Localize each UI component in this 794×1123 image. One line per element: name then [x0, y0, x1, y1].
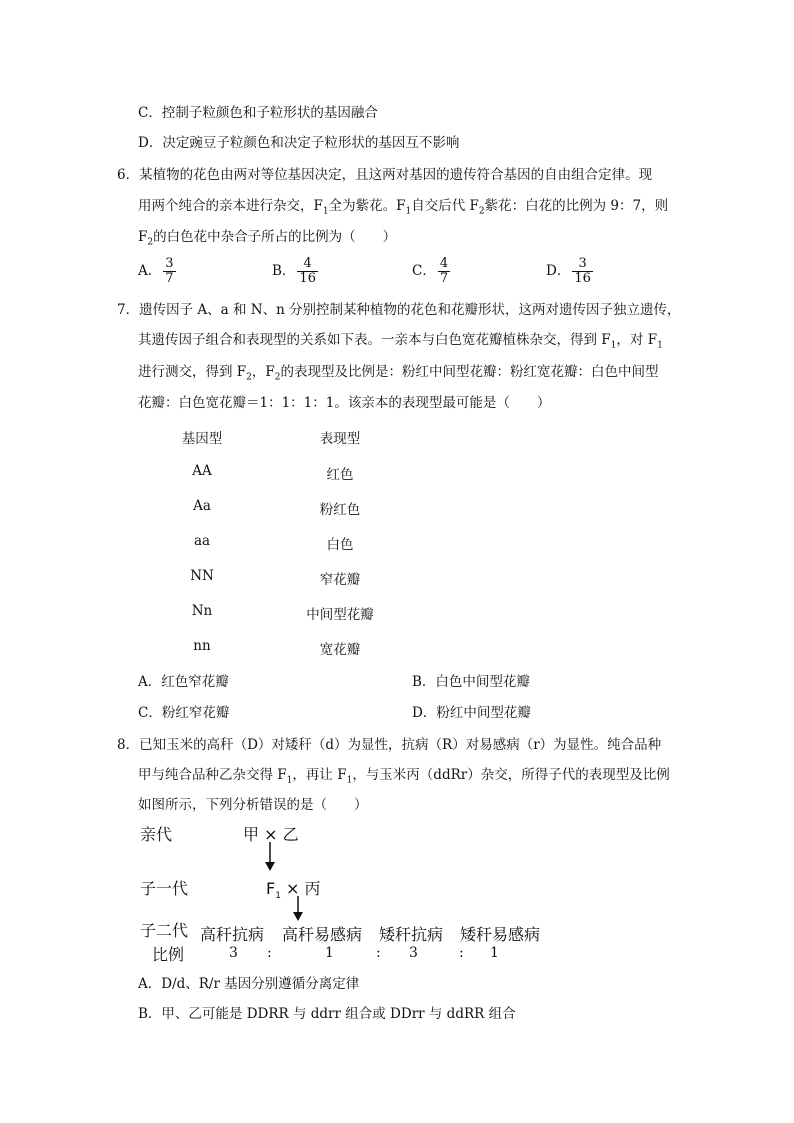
phenotype-short-susceptible: 矮秆易感病	[460, 925, 541, 944]
q6-line-1: 6．某植物的花色由两对等位基因决定，且这两对基因的遗传符合基因的自由组合定律。现	[117, 167, 653, 183]
q7-option-d: D．粉红中间型花瓣	[412, 705, 531, 721]
q8-line-1: 8．已知玉米的高秆（D）对矮秆（d）为显性，抗病（R）对易感病（r）为显性。纯合品种	[117, 737, 662, 753]
q8-line-2: 甲与纯合品种乙杂交得 $F_1$，再让 $F_1$，与玉米丙（ddRr）杂交，所得子代的表现型及比例	[138, 767, 670, 786]
diagram-f1-cross: $F_1$ × 丙	[266, 879, 321, 902]
q7-line-4: 花瓣：白色宽花瓣＝1：1：1：1。该亲本的表现型最可能是（ ）	[138, 395, 551, 411]
q8-line-3: 如图所示，下列分析错误的是（ ）	[138, 797, 368, 813]
q6-line-2: 用两个纯合的亲本进行杂交，$F_1$全为紫花。$F_1$自交后代 $F_2$紫花：白花的比例为 9：7，则	[138, 198, 669, 217]
q8-option-b: B．甲、乙可能是 DDRR 与 ddrr 组合或 DDrr 与 ddRR 组合	[138, 1006, 516, 1022]
q7-option-c: C．粉红窄花瓣	[138, 705, 230, 721]
ratio-value: 3	[409, 945, 418, 961]
phenotype-tall-susceptible: 高秆易感病	[282, 925, 363, 944]
table-cell: 白色	[326, 537, 354, 553]
ratio-value: 1	[325, 945, 334, 961]
ratio-separator: :	[267, 945, 272, 961]
diagram-f2-label: 子二代	[140, 921, 189, 940]
fraction: $\frac{4}{16}$	[299, 256, 316, 286]
table-cell: Aa	[193, 498, 211, 514]
q5-option-d: D．决定豌豆子粒颜色和决定子粒形状的基因互不影响	[138, 135, 460, 151]
table-cell: 宽花瓣	[319, 642, 361, 658]
q7-line-2: 其遗传因子组合和表现型的关系如下表。一亲本与白色宽花瓣植株杂交，得到 $F_1$，对 $F_1$	[138, 332, 663, 351]
diagram-f1-label: 子一代	[140, 879, 189, 898]
diagram-parent-label: 亲代	[140, 825, 173, 844]
ratio-value: 3	[229, 945, 238, 961]
table-cell: AA	[192, 463, 212, 479]
ratio-separator: :	[459, 945, 464, 961]
table-cell: 窄花瓣	[319, 572, 361, 588]
table-header-genotype: 基因型	[181, 431, 223, 447]
fraction: $\frac{3}{7}$	[165, 256, 174, 286]
q7-line-3: 进行测交，得到 $F_2$，$F_2$的表现型及比例是：粉红中间型花瓣：粉红宽花瓣：白色中间型	[138, 364, 659, 383]
arrow-down-icon	[262, 842, 278, 872]
phenotype-short-resistant: 矮秆抗病	[379, 925, 444, 944]
table-cell: 中间型花瓣	[306, 607, 374, 623]
table-cell: aa	[193, 533, 211, 549]
table-cell: Nn	[191, 603, 213, 619]
q7-line-1: 7．遗传因子 A、a 和 N、n 分别控制某种植物的花色和花瓣形状，这两对遗传因子独立遗传，	[117, 302, 681, 318]
table-cell: 粉红色	[319, 502, 361, 518]
q6-option-c: C． $\frac{4}{7}$	[412, 256, 449, 286]
ratio-value: 1	[490, 945, 499, 961]
table-cell: nn	[193, 638, 211, 654]
arrow-down-icon	[290, 896, 306, 922]
phenotype-tall-resistant: 高秆抗病	[200, 925, 265, 944]
fraction: $\frac{3}{16}$	[574, 256, 591, 286]
q7-option-b: B．白色中间型花瓣	[412, 674, 530, 690]
diagram-ratio-label: 比例	[152, 945, 185, 964]
table-header-phenotype: 表现型	[319, 431, 361, 447]
table-cell: 红色	[326, 467, 354, 483]
table-cell: NN	[190, 568, 214, 584]
q6-line-3: $F_2$的白色花中杂合子所占的比例为（ ）	[138, 229, 397, 248]
q5-option-c: C．控制子粒颜色和子粒形状的基因融合	[138, 105, 378, 121]
q8-option-a: A．D/d、R/r 基因分别遵循分离定律	[138, 976, 360, 992]
q6-option-d: D． $\frac{3}{16}$	[546, 256, 591, 286]
diagram-parents: 甲 × 乙	[243, 825, 299, 844]
q6-option-a: A． $\frac{3}{7}$	[138, 256, 174, 286]
ratio-separator: :	[376, 945, 381, 961]
q7-option-a: A．红色窄花瓣	[138, 674, 229, 690]
q6-option-b: B． $\frac{4}{16}$	[272, 256, 316, 286]
fraction: $\frac{4}{7}$	[439, 256, 449, 286]
